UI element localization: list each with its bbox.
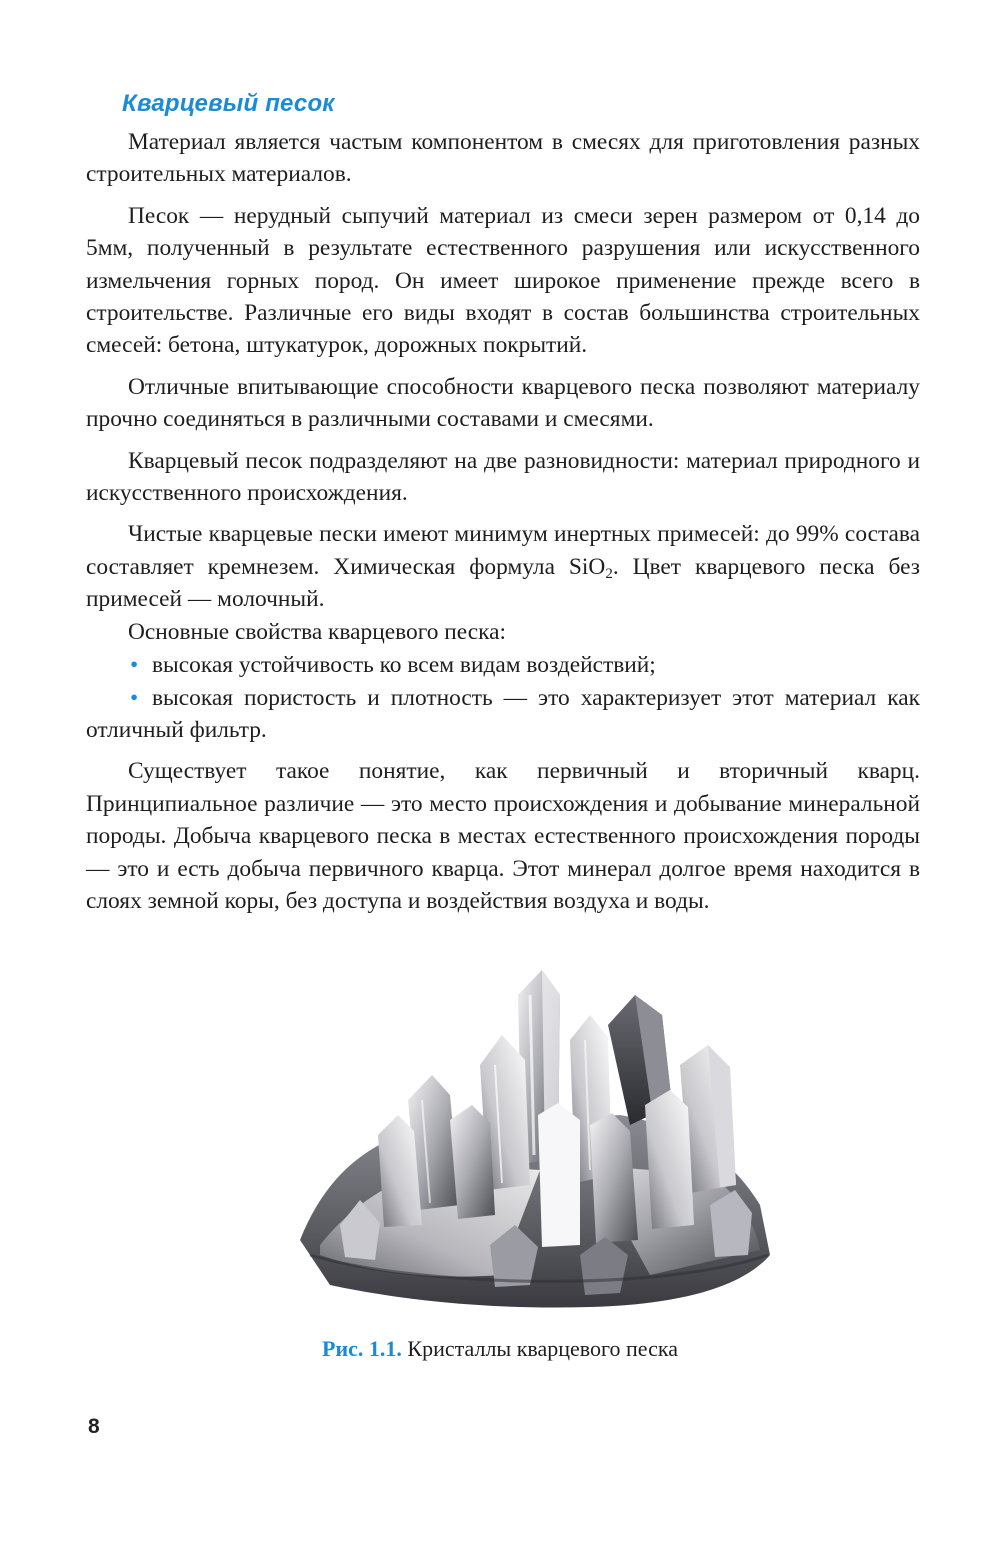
body-text bbox=[86, 126, 920, 917]
figure-number: Рис. 1.1. bbox=[322, 1336, 402, 1361]
quartz-crystals-image bbox=[290, 955, 780, 1325]
list-item: • высокая устойчивость ко всем видам воздействий; bbox=[86, 649, 920, 681]
paragraph-2: Песок — нерудный сыпучий материал из смеси зерен размером от 0,14 до 5мм, полученный в результате естественного разрушения или искусственного измельчения горных пород. Он имеет широкое применение прежде всего в строительстве. Различные его виды входят в состав большинства строительных смесей: бетона, штукатурок, дорожных покрытий. bbox=[86, 202, 920, 359]
list-item: • высокая пористость и плотность — это характеризует этот материал как отличный фильтр. bbox=[86, 682, 920, 747]
paragraph-7: Существует такое понятие, как первичный и вторичный кварц. Принципиальное различие — это место происхождения и добывание минеральной породы. Добыча кварцевого песка в местах естественного происхождения породы — это и есть добыча первичного кварца. Этот минерал долгое время находится в слоях земной коры, без доступа и воздействия воздуха и воды. bbox=[86, 758, 920, 914]
properties-list bbox=[86, 649, 920, 746]
paragraph-6: Основные свойства кварцевого песка: bbox=[128, 618, 507, 645]
figure-caption-text: Кристаллы кварцевого песка bbox=[407, 1336, 678, 1361]
paragraph-4: Кварцевый песок подразделяют на две разновидности: материал природного и искусственного происхождения. bbox=[86, 447, 920, 507]
paragraph-1: Материал является частым компонентом в смесях для приготовления разных строительных материалов. bbox=[86, 129, 920, 188]
formula-subscript: 2 bbox=[605, 565, 613, 582]
paragraph-5-part-1: Чистые кварцевые пески имеют минимум инертных примесей: до 99% состава составляет кремнезем. Химическая формула SiO bbox=[86, 521, 920, 580]
paragraph-5-part-2: . Цвет кварцевого песка без примесей — молочный. bbox=[86, 553, 920, 613]
section-heading: Кварцевый песок bbox=[122, 90, 335, 117]
paragraph-5 bbox=[86, 518, 920, 615]
page-number: 8 bbox=[88, 1415, 100, 1438]
paragraph-3: Отличные впитывающие способности кварцевого песка позволяют материалу прочно соединяться в различными составами и смесями. bbox=[86, 373, 920, 433]
figure-caption bbox=[0, 1336, 1000, 1362]
